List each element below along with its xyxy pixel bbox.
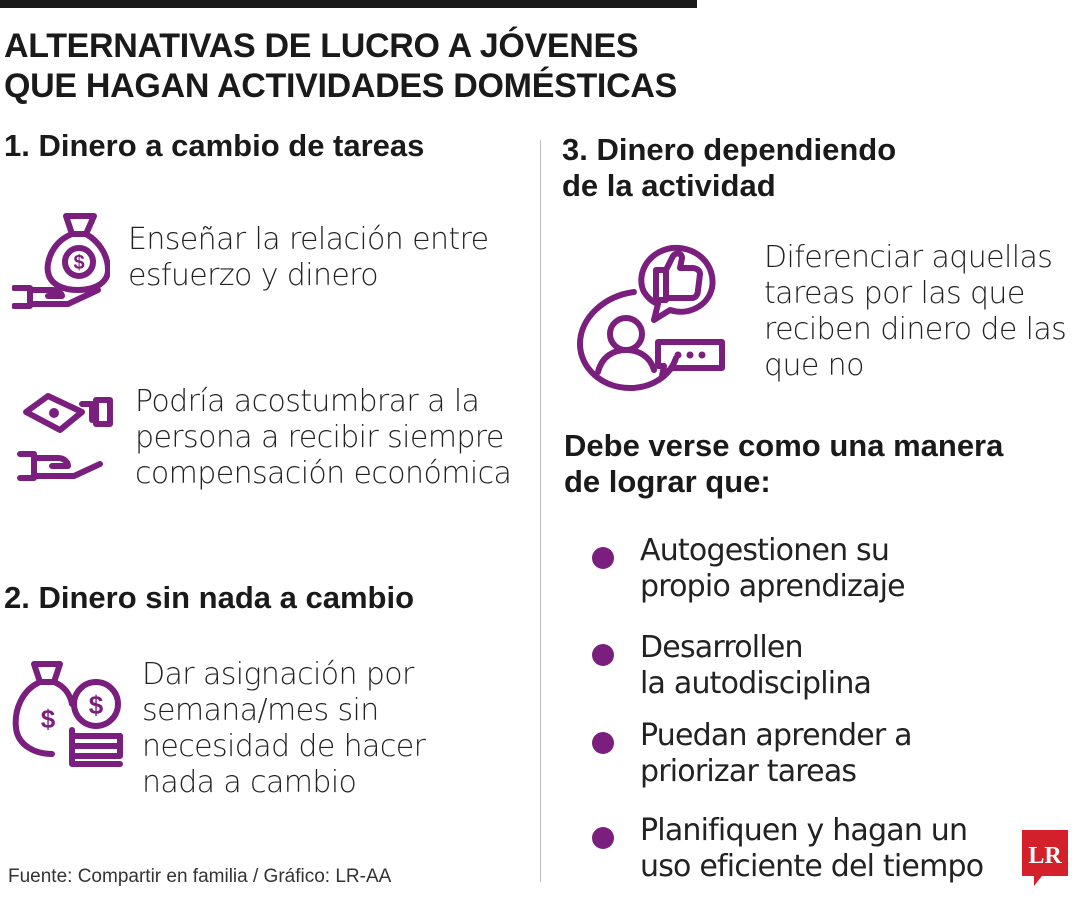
bullet-text — [640, 533, 1040, 605]
logo-text: LR — [1028, 843, 1062, 869]
item-line: reciben dinero de las — [764, 312, 1067, 347]
bullet-line: Desarrollen — [640, 630, 803, 665]
lr-logo — [1022, 830, 1068, 886]
source-note: Fuente: Compartir en familia / Gráfico: LR-AA — [8, 866, 392, 887]
bullet-dot-icon — [592, 827, 614, 849]
page-title — [4, 26, 724, 106]
bullet-text — [640, 718, 1040, 790]
item-line: Enseñar la relación entre — [128, 222, 489, 257]
bullet-line: uso eficiente del tiempo — [640, 849, 984, 884]
bullet-line: priorizar tareas — [640, 754, 857, 789]
bullet-line: la autodisciplina — [640, 666, 872, 701]
item-line: necesidad de hacer — [142, 729, 426, 764]
item-line: que no — [764, 348, 864, 383]
section-3-item — [764, 240, 1066, 384]
title-line-1: ALTERNATIVAS DE LUCRO A JÓVENES — [4, 27, 639, 65]
heading-line: de lograr que: — [564, 464, 771, 499]
section-3-heading — [562, 132, 896, 204]
money-bag-hand-icon — [12, 210, 110, 310]
column-divider — [540, 140, 541, 882]
money-bag-coins-icon — [12, 660, 126, 770]
svg-text:$: $ — [88, 690, 104, 720]
bullet-line: propio aprendizaje — [640, 569, 905, 604]
section-1-item-1 — [128, 222, 489, 294]
section-2-heading: 2. Dinero sin nada a cambio — [4, 580, 415, 615]
bullet-line: Planifiquen y hagan un — [640, 813, 968, 848]
bullet-line: Autogestionen su — [640, 533, 890, 568]
bullet-dot-icon — [592, 644, 614, 666]
user-feedback-icon — [574, 240, 726, 392]
bullet-dot-icon — [592, 732, 614, 754]
item-line: Podría acostumbrar a la — [135, 384, 480, 419]
item-line: esfuerzo y dinero — [128, 258, 379, 293]
money-exchange-hands-icon — [16, 392, 114, 490]
item-line: compensación económica — [135, 456, 512, 491]
svg-text:$: $ — [73, 252, 85, 274]
title-line-2: QUE HAGAN ACTIVIDADES DOMÉSTICAS — [4, 67, 677, 105]
item-line: persona a recibir siempre — [135, 420, 504, 455]
section-1-item-2 — [135, 384, 511, 492]
top-rule — [0, 0, 697, 8]
bullet-dot-icon — [592, 547, 614, 569]
item-line: tareas por las que — [764, 276, 1025, 311]
item-line: Dar asignación por — [142, 657, 414, 692]
section-2-item — [142, 657, 425, 801]
item-line: semana/mes sin — [142, 693, 379, 728]
bullet-text — [640, 813, 1040, 885]
heading-line: 3. Dinero dependiendo — [562, 132, 897, 167]
bullet-line: Puedan aprender a — [640, 718, 912, 753]
item-line: nada a cambio — [142, 765, 357, 800]
section-1-heading: 1. Dinero a cambio de tareas — [4, 128, 425, 163]
item-line: Diferenciar aquellas — [764, 240, 1053, 275]
bullet-text — [640, 630, 1040, 702]
svg-text:$: $ — [40, 704, 56, 734]
heading-line: Debe verse como una manera — [564, 428, 1004, 463]
heading-line: de la actividad — [562, 168, 776, 203]
goals-heading — [564, 428, 1003, 500]
